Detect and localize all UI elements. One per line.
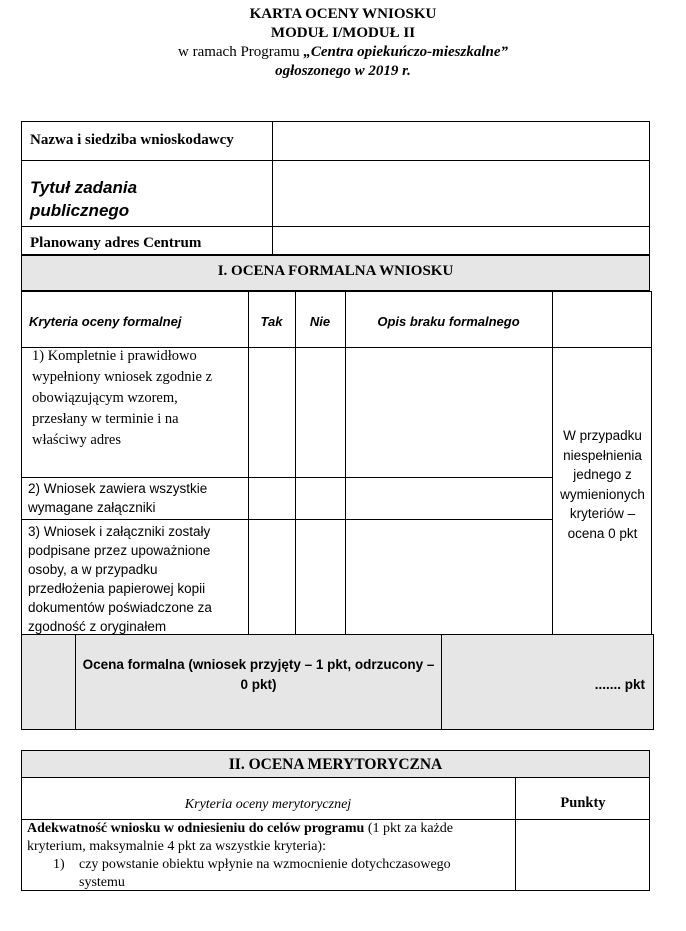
criterion-1-line: wypełniony wniosek zgodnie z [32, 369, 213, 385]
criterion-1-text [32, 346, 212, 451]
criterion-3-line: osoby, a w przypadku [28, 562, 158, 577]
merit-subcriterion-line1: czy powstanie obiektu wpłynie na wzmocnienie dotychczasowego [79, 857, 451, 872]
merit-criterion-line2: kryterium, maksymalnie 4 pkt za wszystkie kryteria): [27, 839, 326, 854]
criterion-1-line: obowiązującym wzorem, [32, 390, 178, 406]
criterion-3-description-cell[interactable] [346, 520, 552, 634]
task-title-field[interactable] [274, 161, 649, 225]
merit-criterion-note: (1 pkt za każde [364, 821, 453, 836]
criterion-3-no-cell[interactable] [296, 520, 345, 634]
program-name: „Centra opiekuńczo-mieszkalne” [303, 44, 508, 60]
module-label: MODUŁ I/MODUŁ II [270, 25, 416, 41]
criteria-column-header: Kryteria oceny formalnej [29, 314, 182, 329]
criterion-3-line: przedłożenia papierowej kopii [28, 581, 206, 596]
criterion-2-no-cell[interactable] [296, 478, 345, 519]
criterion-2-line: wymagane załączniki [28, 500, 156, 515]
criterion-1-no-cell[interactable] [296, 348, 345, 477]
criterion-3-line: dokumentów poświadczone za [28, 600, 212, 615]
description-column-header: Opis braku formalnego [377, 314, 520, 329]
merit-points-header: Punkty [560, 795, 606, 811]
criterion-1-line: przesłany w terminie i na [32, 411, 179, 427]
task-title-line2: publicznego [30, 201, 130, 220]
formal-summary-label [76, 655, 441, 695]
program-line [0, 44, 686, 61]
formal-note [553, 426, 652, 543]
criterion-1-yes-cell[interactable] [249, 348, 295, 477]
applicant-name-field[interactable] [274, 122, 649, 159]
applicant-name-label: Nazwa i siedziba wnioskodawcy [30, 132, 234, 148]
criterion-3-line: 3) Wniosek i załączniki zostały [28, 524, 211, 539]
formal-note-line: jednego z [573, 467, 632, 482]
no-column-header: Nie [309, 314, 331, 329]
criterion-3-line: zgodność z oryginałem [28, 619, 167, 634]
formal-points-field[interactable]: ....... pkt [594, 677, 645, 692]
merit-subcriterion-number: 1) [53, 857, 65, 872]
merit-points-cell[interactable] [516, 820, 649, 890]
document-title: KARTA OCENY WNIOSKU [249, 6, 437, 22]
formal-note-line: kryteriów – [569, 506, 636, 521]
formal-note-line: wymienionych [560, 486, 645, 502]
criterion-2-description-cell[interactable] [346, 478, 552, 519]
yes-column-header: Tak [260, 314, 283, 329]
formal-summary-line: Ocena formalna (wniosek przyjęty – 1 pkt, odrzucony – [82, 657, 435, 672]
merit-section-title: II. OCENA MERYTORYCZNA [228, 756, 443, 773]
merit-subcriterion-line2: systemu [79, 875, 125, 890]
merit-subcriterion-1 [27, 856, 513, 892]
criterion-3-text [28, 522, 212, 636]
merit-criteria-header: Kryteria oceny merytorycznej [184, 797, 352, 812]
criterion-3-line: podpisane przez upoważnione [28, 543, 211, 558]
task-title-line1: Tytuł zadania [30, 178, 138, 197]
announcement-year: ogłoszonego w 2019 r. [275, 63, 411, 79]
address-label: Planowany adres Centrum [30, 235, 202, 251]
criterion-2-line: 2) Wniosek zawiera wszystkie [28, 481, 208, 496]
merit-criterion-title: Adekwatność wniosku w odniesieniu do celów programu [27, 821, 365, 836]
formal-note-line: niespełnienia [563, 447, 642, 463]
criterion-3-yes-cell[interactable] [249, 520, 295, 634]
formal-note-line: W przypadku [563, 428, 642, 443]
merit-criterion-line1 [27, 820, 513, 838]
task-title-label [30, 176, 137, 222]
formal-note-line: ocena 0 pkt [567, 525, 638, 541]
merit-criterion-text [27, 820, 513, 892]
formal-section-title: I. OCENA FORMALNA WNIOSKU [217, 263, 454, 279]
criterion-2-text [28, 479, 207, 517]
criterion-1-line: właściwy adres [32, 432, 121, 448]
criterion-1-line: 1) Kompletnie i prawidłowo [32, 348, 197, 364]
formal-summary-line: 0 pkt) [240, 677, 277, 692]
address-field[interactable] [274, 227, 649, 254]
criterion-2-yes-cell[interactable] [249, 478, 295, 519]
program-prefix: w ramach Programu [178, 44, 304, 60]
criterion-1-description-cell[interactable] [346, 348, 552, 477]
